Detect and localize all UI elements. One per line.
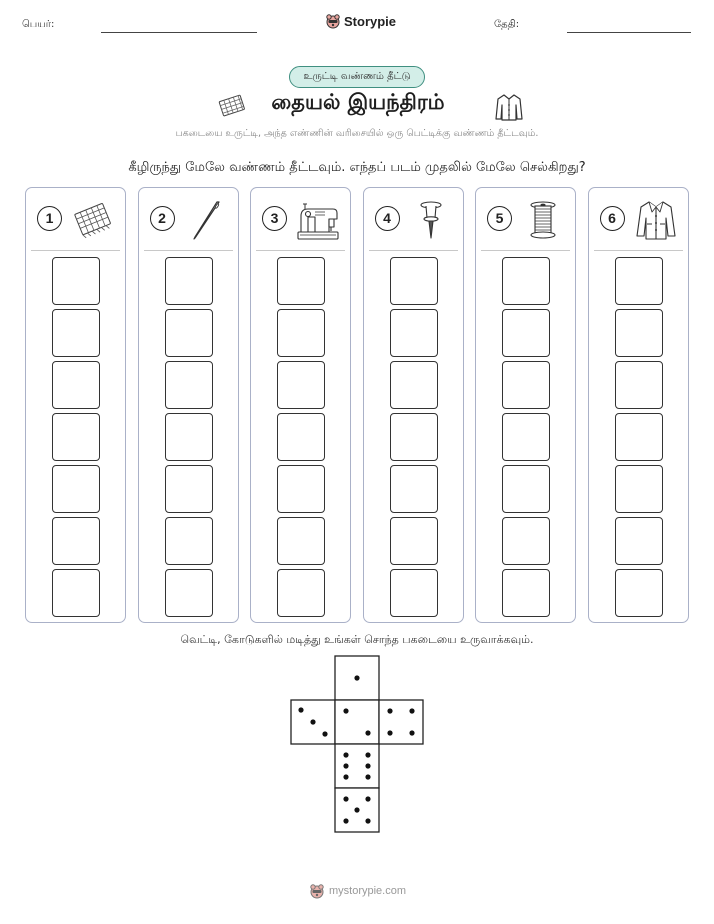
die-pip xyxy=(409,730,414,735)
die-face-4 xyxy=(379,700,423,744)
column-number: 3 xyxy=(262,206,287,231)
die-pip xyxy=(365,818,370,823)
column-number: 4 xyxy=(375,206,400,231)
die-pip xyxy=(365,796,370,801)
die-pip xyxy=(365,730,370,735)
footer-url[interactable]: mystorypie.com xyxy=(329,885,407,897)
column-number: 1 xyxy=(37,206,62,231)
die-pip xyxy=(343,818,348,823)
die-pip xyxy=(409,708,414,713)
die-pip xyxy=(354,807,359,812)
page-title: தையல் இயந்திரம் xyxy=(271,90,445,114)
die-pip xyxy=(298,707,303,712)
die-face-2 xyxy=(335,700,379,744)
activity-badge: உருட்டி வண்ணம் தீட்டு xyxy=(289,66,425,88)
die-pip xyxy=(343,763,348,768)
die-pip xyxy=(343,708,348,713)
die-pip xyxy=(365,774,370,779)
die-pip xyxy=(322,731,327,736)
date-label: தேதி: xyxy=(494,19,520,30)
brand-name: Storypie xyxy=(344,13,397,29)
die-pip xyxy=(365,763,370,768)
die-pip xyxy=(310,719,315,724)
column-number: 6 xyxy=(600,206,625,231)
die-pip xyxy=(365,752,370,757)
footer xyxy=(309,883,406,899)
page-subtitle: பகடையை உருட்டி, அந்த எண்ணின் வரிசையில் ஒரு பெட்டிக்கு வண்ணம் தீட்டவும். xyxy=(175,128,539,139)
column-number: 2 xyxy=(150,206,175,231)
die-instruction: வெட்டி, கோடுகளில் மடித்து உங்கள் சொந்த பகடையை உருவாக்கவும். xyxy=(180,633,534,646)
die-pip xyxy=(343,752,348,757)
storypie-mascot-icon xyxy=(309,883,325,899)
die-pip xyxy=(354,675,359,680)
die-face-6 xyxy=(335,744,379,788)
die-pip xyxy=(387,708,392,713)
name-label: பெயர்: xyxy=(22,19,55,30)
question-text: கீழிருந்து மேலே வண்ணம் தீட்டவும். எந்தப் படம் முதலில் மேலே செல்கிறது? xyxy=(128,160,586,175)
column-number: 5 xyxy=(487,206,512,231)
die-pip xyxy=(343,774,348,779)
die-pip xyxy=(343,796,348,801)
die-pip xyxy=(387,730,392,735)
